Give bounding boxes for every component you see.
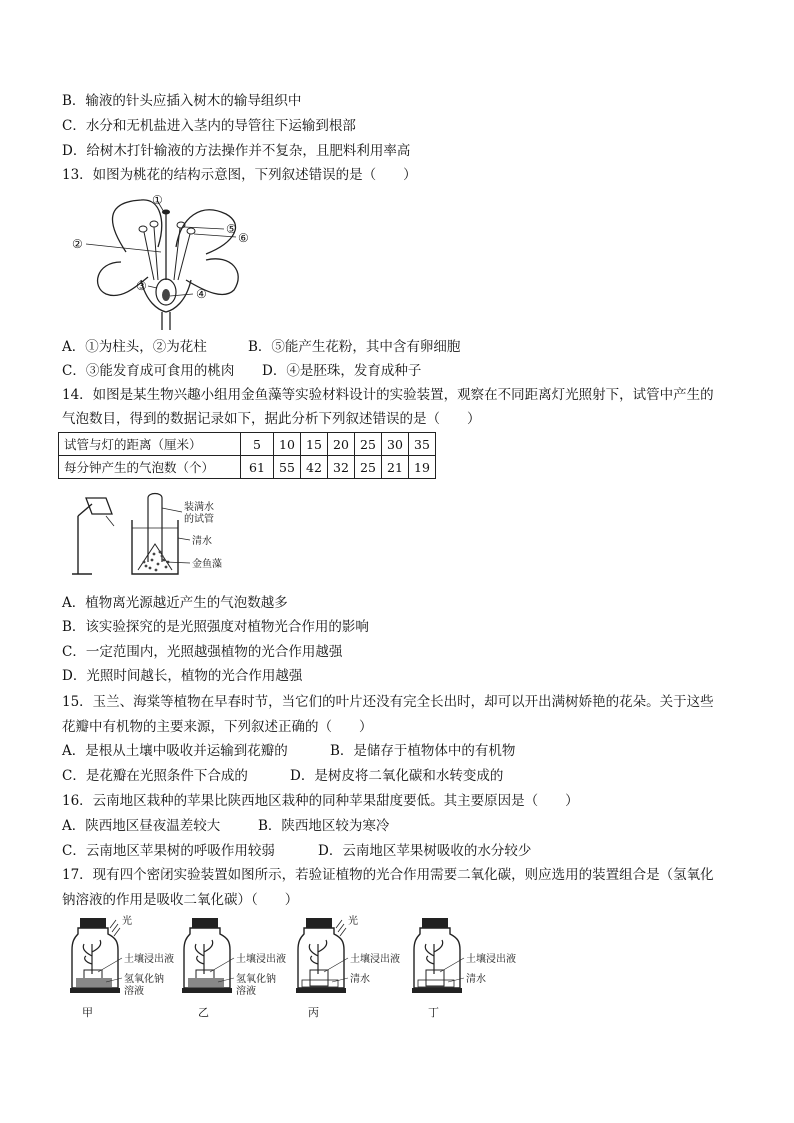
- table-cell: 15: [301, 433, 328, 456]
- light-label: 光: [348, 916, 358, 927]
- q13-option-d: D．④是胚珠，发育成种子: [262, 363, 422, 379]
- q17-stem-line2: 钠溶液的作用是吸收二氧化碳）（ ）: [62, 892, 299, 908]
- naoh-label-1: 氢氧化钠: [124, 974, 164, 985]
- label-plant: 金鱼藻: [192, 559, 222, 570]
- q16-stem: 16．云南地区栽种的苹果比陕西地区栽种的同种苹果甜度要低。其主要原因是（ ）: [62, 793, 579, 809]
- light-label: 光: [122, 916, 132, 927]
- q15-stem-line2: 花瓣中有机物的主要来源，下列叙述正确的（ ）: [62, 719, 373, 735]
- q16-option-b: B．陕西地区较为寒冷: [258, 818, 390, 834]
- q15-option-b: B．是储存于植物体中的有机物: [330, 743, 516, 759]
- q14-stem-line1: 14．如图是某生物兴趣小组用金鱼藻等实验材料设计的实验装置，观察在不同距离灯光照射下，试管中产生的: [62, 387, 714, 403]
- q14-option-c: C．一定范围内，光照越强植物的光合作用越强: [62, 644, 343, 660]
- q14-option-d: D．光照时间越长，植物的光合作用越强: [62, 668, 303, 684]
- label-water: 清水: [192, 536, 212, 547]
- label-5: ⑤: [226, 222, 237, 236]
- q17-stem-line1: 17．现有四个密闭实验装置如图所示，若验证植物的光合作用需要二氧化碳，则应选用的装置组合是（氢氧化: [62, 867, 714, 883]
- label-2: ②: [72, 237, 83, 251]
- jar-yi: [182, 912, 292, 1018]
- label-1: ①: [152, 193, 163, 207]
- naoh-label-2: 溶液: [124, 986, 144, 997]
- q16-option-d: D．云南地区苹果树吸收的水分较少: [318, 843, 532, 859]
- q13-option-c: C．③能发育成可食用的桃肉: [62, 363, 235, 379]
- table-cell: 55: [274, 456, 301, 479]
- naoh-label-1: 氢氧化钠: [236, 974, 276, 985]
- soil-label: 土壤浸出液: [466, 954, 516, 965]
- label-6: ⑥: [238, 231, 249, 245]
- q13-option-a: A．①为柱头，②为花柱: [62, 339, 207, 355]
- q14-option-b: B．该实验探究的是光照强度对植物光合作用的影响: [62, 619, 369, 635]
- q12-option-c: C．水分和无机盐进入茎内的导管往下运输到根部: [62, 118, 356, 134]
- label-tube-2: 的试管: [184, 514, 214, 525]
- soil-label: 土壤浸出液: [124, 954, 174, 965]
- table-row-header: 试管与灯的距离（厘米）: [59, 433, 241, 456]
- jar-name: 甲: [82, 1006, 93, 1019]
- q14-data-table: [58, 432, 436, 479]
- label-4: ④: [196, 287, 207, 301]
- jar-name: 丁: [428, 1006, 439, 1019]
- soil-label: 土壤浸出液: [350, 954, 400, 965]
- q15-option-a: A．是根从土壤中吸收并运输到花瓣的: [62, 743, 288, 759]
- table-cell: 10: [274, 433, 301, 456]
- lamp-experiment-diagram: [66, 490, 266, 580]
- jar-jia: [70, 912, 180, 1018]
- q13-option-b: B．⑤能产生花粉，其中含有卵细胞: [248, 339, 461, 355]
- jar-ding: [412, 912, 522, 1018]
- q12-option-d: D．给树木打针输液的方法操作并不复杂，且肥料利用率高: [62, 143, 411, 159]
- table-cell: 30: [382, 433, 409, 456]
- water-label: 清水: [350, 974, 370, 985]
- q14-stem-line2: 气泡数目，得到的数据记录如下，据此分析下列叙述错误的是（ ）: [62, 411, 481, 427]
- table-cell: 19: [409, 456, 436, 479]
- q15-option-d: D．是树皮将二氧化碳和水转变成的: [290, 768, 504, 784]
- label-tube-1: 装满水: [184, 502, 214, 513]
- soil-label: 土壤浸出液: [236, 954, 286, 965]
- jar-name: 乙: [198, 1006, 209, 1019]
- q14-option-a: A．植物离光源越近产生的气泡数越多: [62, 595, 288, 611]
- table-cell: 20: [328, 433, 355, 456]
- jar-name: 丙: [308, 1006, 319, 1019]
- naoh-label-2: 溶液: [236, 986, 256, 997]
- table-cell: 32: [328, 456, 355, 479]
- table-row: [59, 456, 436, 479]
- table-cell: 35: [409, 433, 436, 456]
- table-cell: 25: [355, 456, 382, 479]
- q15-stem-line1: 15．玉兰、海棠等植物在早春时节，当它们的叶片还没有完全长出时，却可以开出满树娇艳的花朵。关于这些: [62, 694, 714, 710]
- table-row-header: 每分钟产生的气泡数（个）: [59, 456, 241, 479]
- table-cell: 25: [355, 433, 382, 456]
- peach-flower-diagram: [66, 192, 266, 332]
- q12-option-b: B．输液的针头应插入树木的输导组织中: [62, 93, 302, 109]
- q15-option-c: C．是花瓣在光照条件下合成的: [62, 768, 248, 784]
- q16-option-a: A．陕西地区昼夜温差较大: [62, 818, 221, 834]
- q13-stem: 13．如图为桃花的结构示意图，下列叙述错误的是（ ）: [62, 167, 417, 183]
- table-cell: 61: [241, 456, 274, 479]
- table-cell: 21: [382, 456, 409, 479]
- q16-option-c: C．云南地区苹果树的呼吸作用较弱: [62, 843, 275, 859]
- label-3: ③: [136, 279, 147, 293]
- water-label: 清水: [466, 974, 486, 985]
- table-cell: 5: [241, 433, 274, 456]
- jar-bing: [296, 912, 406, 1018]
- table-row: [59, 433, 436, 456]
- table-cell: 42: [301, 456, 328, 479]
